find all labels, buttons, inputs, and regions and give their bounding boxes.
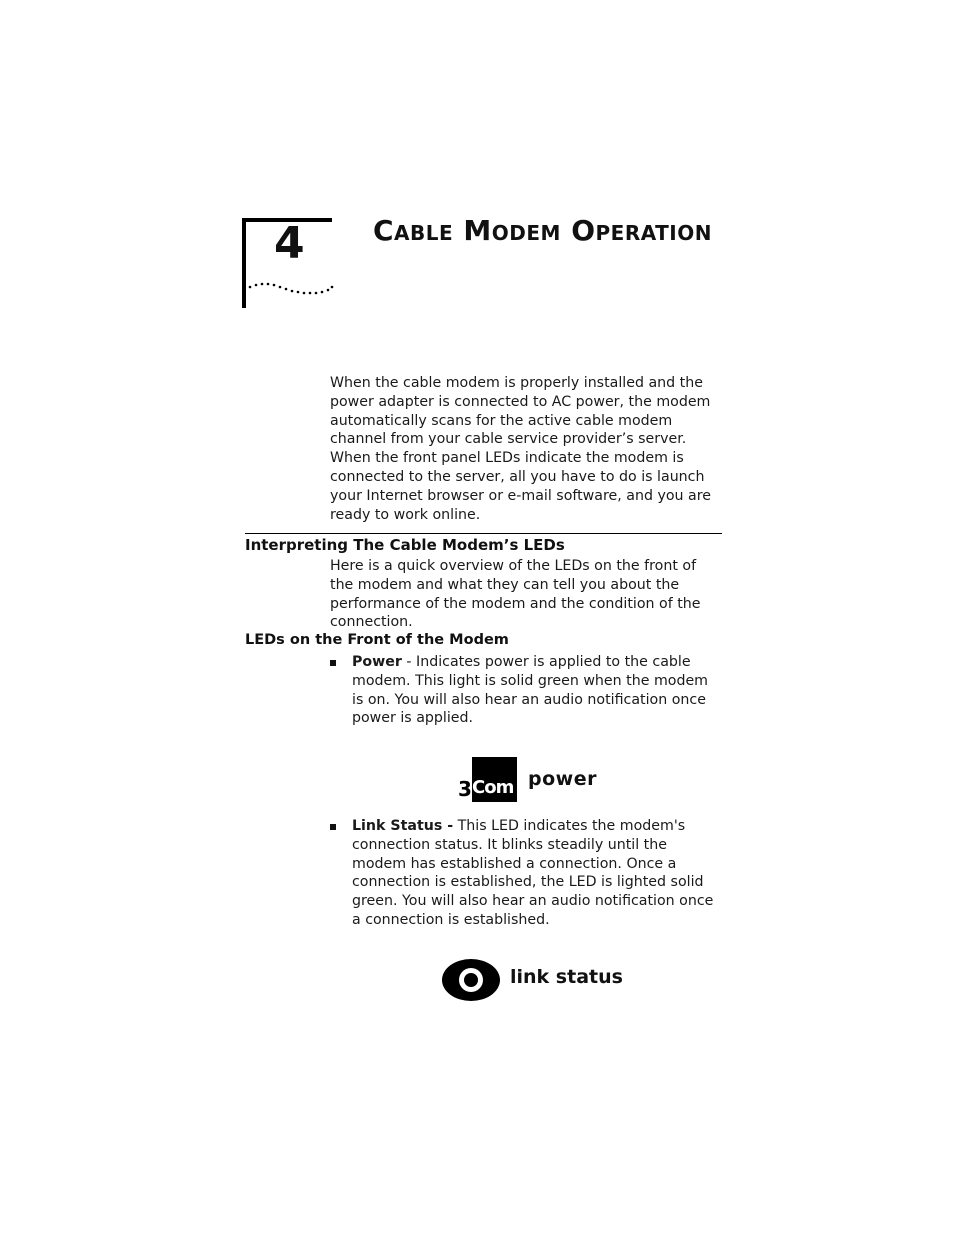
section-heading: Interpreting The Cable Modem’s LEDs xyxy=(245,536,565,554)
power-led-label: power xyxy=(528,768,597,790)
chapter-title: Cable Modem Operation xyxy=(373,214,712,247)
3com-logo-icon xyxy=(458,757,518,803)
section-paragraph: Here is a quick overview of the LEDs on the front of the modem and what they can tell you about the performance of the modem and the condition of the connection. xyxy=(330,558,701,631)
led-separator: - xyxy=(401,654,417,670)
3com-logo-digit: 3 xyxy=(458,777,471,801)
led-term: Power xyxy=(352,654,402,670)
section-divider xyxy=(245,533,722,534)
chapter-number: 4 xyxy=(274,218,305,269)
link-status-icon xyxy=(441,958,501,1002)
3com-logo-brand: Com xyxy=(472,777,514,798)
led-description: Indicates power is applied to the cable modem. This light is solid green when the modem is on. You will also hear an audio notification once power is applied. xyxy=(352,654,709,727)
led-item-link-status xyxy=(330,817,722,930)
intro-paragraph: When the cable modem is properly installed and the power adapter is connected to AC power, the modem automatically scans for the active cable modem channel from your cable service provider’s server. When the front panel LEDs indicate the modem is connected to the server, all you have to do is launch your Internet browser or e-mail software, and you are ready to work online. xyxy=(330,375,711,523)
link-status-led-label: link status xyxy=(510,966,623,988)
bullet-square-icon xyxy=(330,824,336,830)
bullet-square-icon xyxy=(330,660,336,666)
led-description: This LED indicates the modem's connection status. It blinks steadily until the modem has established a connection. Once a connection is established, the LED is lighted solid green. You will also hear an audio notification once a connection is established. xyxy=(352,818,714,928)
led-term: Link Status - xyxy=(352,818,454,834)
led-item-power xyxy=(330,653,722,728)
subsection-heading: LEDs on the Front of the Modem xyxy=(245,632,509,648)
